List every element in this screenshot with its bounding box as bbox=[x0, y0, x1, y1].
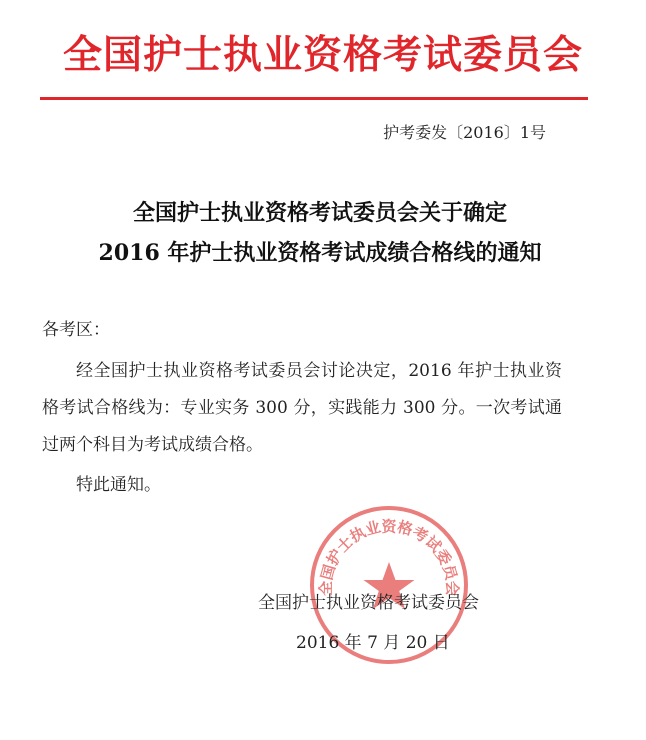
document-title-line-2: 2016 年护士执业资格考试成绩合格线的通知 bbox=[98, 240, 542, 266]
closing-line: 特此通知。 bbox=[76, 475, 161, 495]
salutation: 各考区： bbox=[42, 320, 110, 340]
document-title-line-1: 全国护士执业资格考试委员会关于确定 bbox=[132, 200, 507, 226]
seal-text: 全国护士执业资格考试委员会 bbox=[316, 517, 462, 597]
signature-organization: 全国护士执业资格考试委员会 bbox=[258, 593, 479, 613]
document-number: 护考委发〔2016〕1号 bbox=[383, 123, 546, 142]
letterhead-divider bbox=[40, 97, 588, 100]
signature-date: 2016 年 7 月 20 日 bbox=[296, 633, 450, 653]
body-paragraph: 经全国护士执业资格考试委员会讨论决定，2016 年护士执业资格考试合格线为：专业实务 300 分，实践能力 300 分。一次考试通过两个科目为考试成绩合格。 bbox=[42, 361, 562, 455]
letterhead-title: 全国护士执业资格考试委员会 bbox=[62, 33, 583, 78]
